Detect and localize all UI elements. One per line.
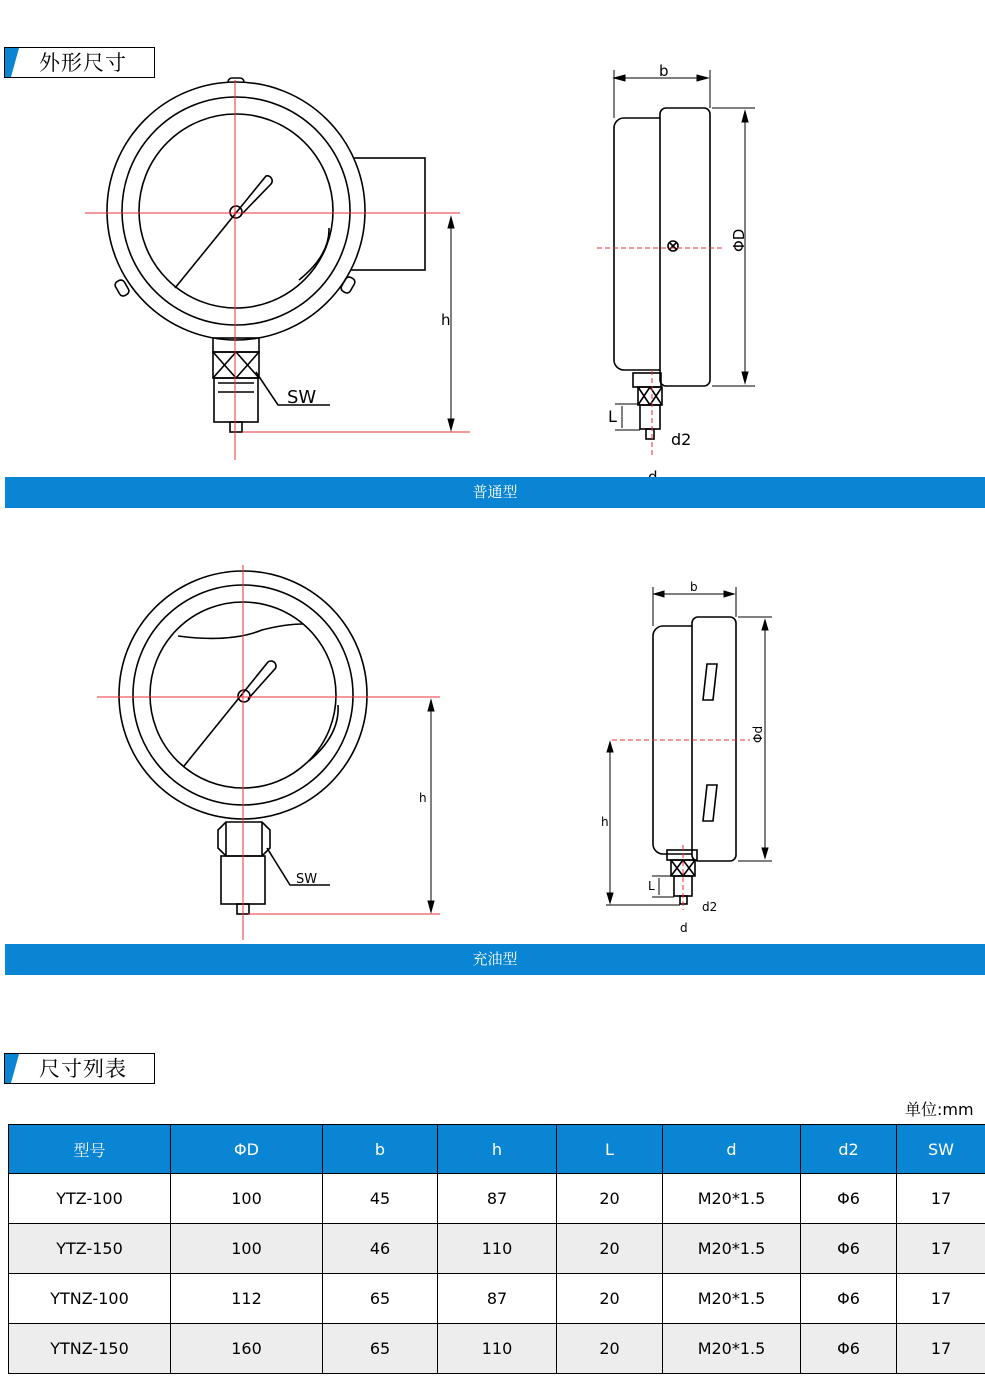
table-cell: YTZ-100 bbox=[9, 1174, 171, 1224]
table-cell: Φ6 bbox=[801, 1324, 897, 1374]
oil-d-label: d bbox=[680, 921, 688, 935]
table-cell: 17 bbox=[897, 1324, 985, 1374]
table-row bbox=[9, 1174, 985, 1224]
band-normal-type: 普通型 bbox=[5, 477, 985, 508]
header-d: d bbox=[663, 1125, 801, 1174]
table-cell: Φ6 bbox=[801, 1174, 897, 1224]
oil-gauge-side-drawing bbox=[595, 575, 775, 935]
unit-label: 单位:mm bbox=[905, 1100, 974, 1119]
header-phiD: ΦD bbox=[171, 1125, 323, 1174]
table-cell: 87 bbox=[438, 1174, 557, 1224]
table-cell: 45 bbox=[323, 1174, 438, 1224]
normal-gauge-side-drawing bbox=[590, 55, 770, 485]
table-cell: 100 bbox=[171, 1174, 323, 1224]
normal-d2-label: d2 bbox=[671, 430, 692, 449]
table-cell: 17 bbox=[897, 1174, 985, 1224]
title-tab-icon bbox=[5, 48, 27, 77]
normal-sw-label: SW bbox=[287, 387, 317, 408]
oil-gauge-front-drawing bbox=[95, 560, 445, 945]
table-cell: 100 bbox=[171, 1224, 323, 1274]
oil-b-label: b bbox=[690, 580, 698, 594]
header-L: L bbox=[557, 1125, 663, 1174]
table-cell: 20 bbox=[557, 1324, 663, 1374]
table-cell: 17 bbox=[897, 1224, 985, 1274]
table-row bbox=[9, 1324, 985, 1374]
table-cell: 87 bbox=[438, 1274, 557, 1324]
band-oil-type: 充油型 bbox=[5, 944, 985, 975]
table-header-row bbox=[9, 1125, 985, 1174]
table-cell: 17 bbox=[897, 1274, 985, 1324]
oil-sw-label: SW bbox=[296, 872, 318, 887]
normal-phiD-label: ΦD bbox=[730, 228, 748, 252]
table-cell: Φ6 bbox=[801, 1274, 897, 1324]
table-cell: M20*1.5 bbox=[663, 1324, 801, 1374]
table-row bbox=[9, 1224, 985, 1274]
table-cell: 20 bbox=[557, 1224, 663, 1274]
header-d2: d2 bbox=[801, 1125, 897, 1174]
table-cell: M20*1.5 bbox=[663, 1274, 801, 1324]
table-cell: 112 bbox=[171, 1274, 323, 1324]
oil-d2-label: d2 bbox=[702, 900, 718, 914]
section-title-table bbox=[4, 1053, 155, 1084]
oil-L-label: L bbox=[648, 879, 655, 893]
table-cell: Φ6 bbox=[801, 1224, 897, 1274]
table-cell: 46 bbox=[323, 1224, 438, 1274]
table-cell: 20 bbox=[557, 1174, 663, 1224]
table-cell: M20*1.5 bbox=[663, 1224, 801, 1274]
table-cell: 20 bbox=[557, 1274, 663, 1324]
table-cell: 110 bbox=[438, 1324, 557, 1374]
normal-h-label: h bbox=[441, 311, 451, 329]
table-cell: 65 bbox=[323, 1324, 438, 1374]
table-cell: M20*1.5 bbox=[663, 1174, 801, 1224]
oil-h-side-label: h bbox=[601, 815, 609, 829]
title-tab-icon bbox=[5, 1054, 27, 1083]
oil-phid-label: Φd bbox=[751, 725, 765, 743]
header-b: b bbox=[323, 1125, 438, 1174]
table-cell: 160 bbox=[171, 1324, 323, 1374]
table-cell: 65 bbox=[323, 1274, 438, 1324]
normal-b-label: b bbox=[659, 62, 669, 80]
table-cell: YTNZ-100 bbox=[9, 1274, 171, 1324]
header-sw: SW bbox=[897, 1125, 985, 1174]
table-cell: YTZ-150 bbox=[9, 1224, 171, 1274]
oil-h-label: h bbox=[419, 791, 427, 805]
header-model: 型号 bbox=[9, 1125, 171, 1174]
section-title-label: 外形尺寸 bbox=[39, 51, 127, 75]
section-title-label: 尺寸列表 bbox=[39, 1057, 127, 1081]
normal-L-label: L bbox=[608, 407, 617, 426]
header-h: h bbox=[438, 1125, 557, 1174]
table-row bbox=[9, 1274, 985, 1324]
table-cell: 110 bbox=[438, 1224, 557, 1274]
dimension-table bbox=[8, 1124, 985, 1374]
normal-gauge-front-drawing bbox=[80, 70, 480, 470]
table-cell: YTNZ-150 bbox=[9, 1324, 171, 1374]
